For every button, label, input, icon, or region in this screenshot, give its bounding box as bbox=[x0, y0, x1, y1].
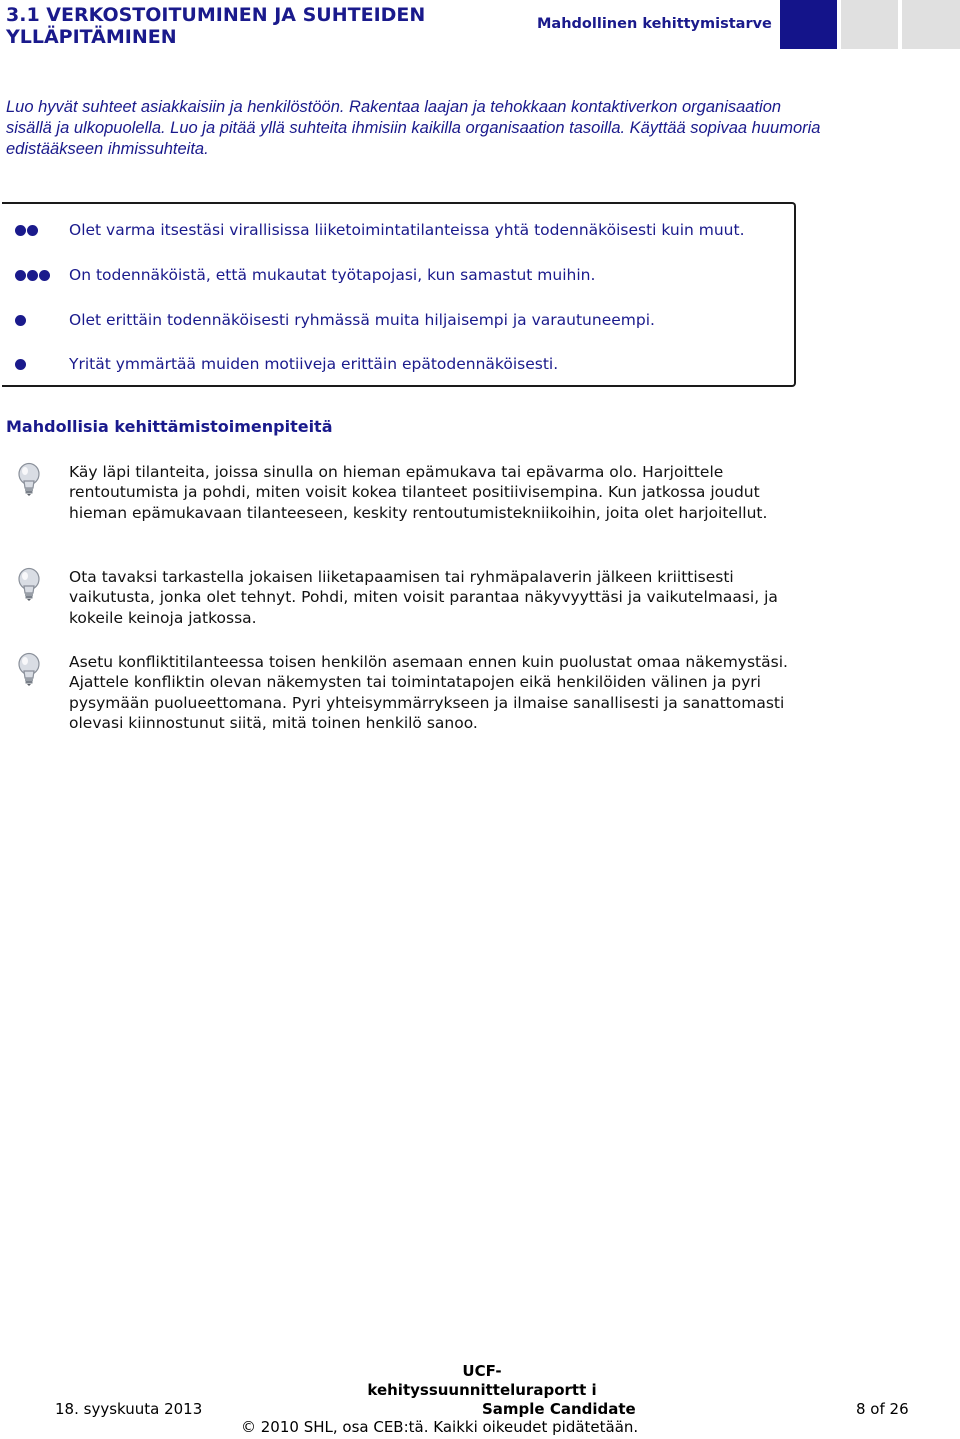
feedback-text: On todennäköistä, että mukautat työtapojasi, kun samastut muihin. bbox=[69, 266, 596, 284]
development-text: Ota tavaksi tarkastella jokaisen liiketapaamisen tai ryhmäpalaverin jälkeen kriittisesti vaikutusta, jonka olet tehnyt. Pohdi, miten voisit parantaa näkyvyyttäsi ja vaikutelmaasi, ja kokeile keinoja jatkossa. bbox=[69, 568, 778, 627]
rating-dots-icon bbox=[15, 270, 50, 282]
report-name: UCF-kehityssuunnitteluraportt i bbox=[367, 1362, 597, 1399]
lightbulb-icon bbox=[16, 652, 42, 688]
feedback-text: Olet varma itsestäsi virallisissa liiketoimintatilanteissa yhtä todennäköisesti kuin muut. bbox=[69, 221, 745, 239]
lightbulb-icon bbox=[16, 462, 42, 498]
page-number: 8 of 26 bbox=[856, 1400, 909, 1418]
feedback-text: Yrität ymmärtää muiden motiiveja erittäin epätodennäköisesti. bbox=[69, 355, 559, 373]
rating-dots-icon bbox=[15, 225, 38, 237]
section-label: Mahdollinen kehittymistarve bbox=[537, 16, 772, 32]
candidate-name: Sample Candidate bbox=[482, 1400, 636, 1418]
rating-box bbox=[902, 0, 960, 49]
feedback-text: Olet erittäin todennäköisesti ryhmässä muita hiljaisempi ja varautuneempi. bbox=[69, 311, 655, 329]
competency-description: Luo hyvät suhteet asiakkaisiin ja henkilöstöön. Rakentaa laajan ja tehokkaan kontaktiverkon organisaation sisällä ja ulkopuolella. Luo ja pitää yllä suhteita ihmisiin kaikilla organisaation tasoilla. Käyttää sopivaa huumoria edistääkseen ihmissuhteita. bbox=[6, 98, 821, 158]
report-date: 18. syyskuuta 2013 bbox=[55, 1400, 203, 1418]
lightbulb-icon bbox=[16, 567, 42, 603]
development-text: Asetu konfliktitilanteessa toisen henkilön asemaan ennen kuin puolustat omaa näkemystäsi. Ajattele konfliktin olevan näkemysten tai toimintatapojen eikä henkilöiden välinen ja pyri pysymään puolueettomana. Pyri yhteisymmärrykseen ja ilmaise sanallisesti ja sanattomasti olevasi kiinnostunut siitä, mitä toinen henkilö sanoo. bbox=[69, 653, 788, 732]
development-text: Käy läpi tilanteita, joissa sinulla on hieman epämukava tai epävarma olo. Harjoittele rentoutumista ja pohdi, miten voisit kokea tilanteet positiivisempina. Kun jatkossa joudut hieman epämukavaan tilanteeseen, keskity rentoutumistekniikoihin, joita olet harjoitellut. bbox=[69, 463, 768, 522]
development-heading: Mahdollisia kehittämistoimenpiteitä bbox=[6, 417, 333, 436]
rating-dots-icon bbox=[15, 315, 26, 327]
copyright-notice: © 2010 SHL, osa CEB:tä. Kaikki oikeudet pidätetään. bbox=[241, 1418, 639, 1436]
rating-box-active bbox=[780, 0, 837, 49]
page-footer bbox=[0, 1360, 960, 1439]
rating-box bbox=[841, 0, 898, 49]
page-title: 3.1 VERKOSTOITUMINEN JA SUHTEIDEN YLLÄPITÄMINEN bbox=[6, 4, 426, 48]
rating-dots-icon bbox=[15, 359, 26, 371]
